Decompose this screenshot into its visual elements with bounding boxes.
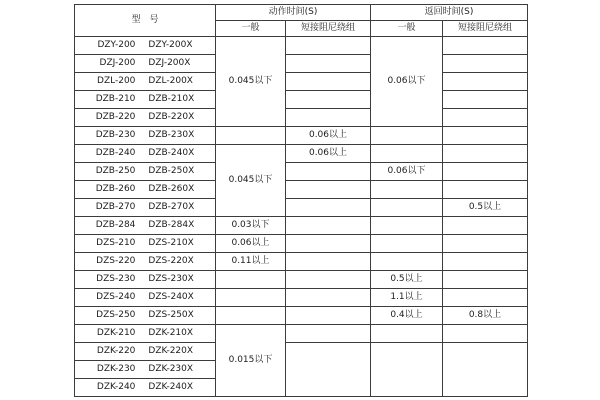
return-damping-cell	[443, 235, 528, 253]
table-row	[75, 217, 528, 235]
model-label: DZS-210	[96, 237, 136, 248]
model-label: DZL-200	[97, 75, 136, 86]
table-row	[75, 235, 528, 253]
model-label: DZS-240X	[148, 291, 194, 302]
model-label: DZB-240X	[148, 147, 195, 158]
action-general-cell	[216, 127, 286, 145]
return-general-cell	[371, 181, 443, 199]
model-cell	[75, 343, 216, 361]
model-cell	[75, 289, 216, 307]
action-general-cell: 0.11以上	[216, 253, 286, 271]
action-damping-cell	[286, 91, 371, 109]
model-label: DZJ-200X	[148, 57, 191, 68]
model-label: DZB-284	[95, 219, 136, 230]
model-label: DZB-250X	[148, 165, 195, 176]
action-damping-cell	[286, 325, 371, 343]
model-label: DZB-270	[95, 201, 136, 212]
model-label: DZK-210X	[148, 327, 194, 338]
header-action-time: 动作时间(S)	[216, 5, 371, 21]
model-cell	[75, 253, 216, 271]
model-label: DZY-200	[97, 39, 136, 50]
model-label: DZS-230	[96, 273, 136, 284]
return-damping-cell: 0.8以上	[443, 307, 528, 325]
model-label: DZK-240	[96, 381, 136, 392]
action-general-cell	[216, 307, 286, 325]
model-label: DZK-230X	[148, 363, 194, 374]
model-label: DZB-284X	[148, 219, 195, 230]
action-damping-cell: 0.06以上	[286, 145, 371, 163]
model-label: DZB-260X	[148, 183, 195, 194]
action-damping-cell	[286, 199, 371, 217]
model-label: DZK-220	[96, 345, 136, 356]
action-general-cell: 0.045以下	[216, 145, 286, 217]
return-general-cell	[371, 325, 443, 343]
model-label: DZB-240	[95, 147, 136, 158]
model-cell	[75, 217, 216, 235]
action-general-cell: 0.015以下	[216, 325, 286, 397]
table-row	[75, 145, 528, 163]
action-damping-cell	[286, 55, 371, 73]
model-label: DZY-200X	[148, 39, 193, 50]
action-damping-cell	[286, 271, 371, 289]
return-general-cell	[371, 145, 443, 163]
action-general-cell	[216, 271, 286, 289]
model-label: DZB-230	[95, 129, 136, 140]
table-row	[75, 253, 528, 271]
return-damping-cell: 0.5以上	[443, 199, 528, 217]
header-return-general: 一般	[371, 21, 443, 37]
return-general-cell: 0.06以下	[371, 37, 443, 127]
table-row	[75, 163, 528, 181]
model-label: DZS-220	[96, 255, 136, 266]
model-label: DZB-210	[95, 93, 136, 104]
return-damping-cell	[443, 217, 528, 235]
model-label: DZS-240	[96, 291, 136, 302]
action-damping-cell: 0.06以上	[286, 127, 371, 145]
action-damping-cell	[286, 37, 371, 55]
model-label: DZK-230	[96, 363, 136, 374]
action-damping-cell	[286, 343, 371, 397]
return-general-cell	[371, 199, 443, 217]
action-damping-cell	[286, 217, 371, 235]
table-row	[75, 307, 528, 325]
model-label: DZL-200X	[148, 75, 193, 86]
return-general-cell: 0.4以上	[371, 307, 443, 325]
table-row	[75, 73, 528, 91]
action-general-cell: 0.06以上	[216, 235, 286, 253]
action-damping-cell	[286, 73, 371, 91]
action-damping-cell	[286, 163, 371, 181]
return-damping-cell	[443, 181, 528, 199]
action-general-cell: 0.03以下	[216, 217, 286, 235]
header-row-1	[75, 5, 528, 21]
model-label: DZS-230X	[148, 273, 194, 284]
action-general-cell: 0.045以下	[216, 37, 286, 127]
action-general-cell	[216, 289, 286, 307]
table-row	[75, 199, 528, 217]
model-label: DZK-240X	[148, 381, 194, 392]
table-row	[75, 55, 528, 73]
model-label: DZB-270X	[148, 201, 195, 212]
model-label: DZK-220X	[148, 345, 194, 356]
return-damping-cell	[443, 289, 528, 307]
model-cell	[75, 235, 216, 253]
model-label: DZS-220X	[148, 255, 194, 266]
table-header	[75, 5, 528, 37]
table-row	[75, 271, 528, 289]
return-general-cell: 0.5以上	[371, 271, 443, 289]
return-general-cell	[371, 235, 443, 253]
return-damping-cell	[443, 127, 528, 145]
action-damping-cell	[286, 253, 371, 271]
model-label: DZB-230X	[148, 129, 195, 140]
return-damping-cell	[443, 55, 528, 73]
return-damping-cell	[443, 343, 528, 397]
model-cell	[75, 307, 216, 325]
return-general-cell	[371, 127, 443, 145]
model-cell	[75, 325, 216, 343]
action-damping-cell	[286, 181, 371, 199]
model-cell	[75, 73, 216, 91]
table-row	[75, 109, 528, 127]
return-general-cell	[371, 253, 443, 271]
return-damping-cell	[443, 163, 528, 181]
return-damping-cell	[443, 109, 528, 127]
table-row	[75, 127, 528, 145]
model-cell	[75, 163, 216, 181]
model-cell	[75, 145, 216, 163]
return-damping-cell	[443, 145, 528, 163]
return-general-cell	[371, 343, 443, 397]
model-cell	[75, 91, 216, 109]
model-label: DZB-220	[95, 111, 136, 122]
table-row	[75, 181, 528, 199]
return-general-cell	[371, 217, 443, 235]
model-cell	[75, 37, 216, 55]
model-cell	[75, 199, 216, 217]
model-label: DZS-250	[96, 309, 136, 320]
model-label: DZB-260	[95, 183, 136, 194]
model-cell	[75, 271, 216, 289]
header-return-damping: 短接阻尼绕组	[443, 21, 528, 37]
header-action-general: 一般	[216, 21, 286, 37]
return-damping-cell	[443, 325, 528, 343]
model-label: DZS-210X	[148, 237, 194, 248]
table-row	[75, 91, 528, 109]
action-damping-cell	[286, 307, 371, 325]
action-damping-cell	[286, 109, 371, 127]
model-label: DZK-210	[96, 327, 136, 338]
return-damping-cell	[443, 37, 528, 55]
table-row	[75, 343, 528, 361]
model-label: DZS-250X	[148, 309, 194, 320]
header-model: 型 号	[75, 5, 216, 37]
return-damping-cell	[443, 271, 528, 289]
return-damping-cell	[443, 91, 528, 109]
model-cell	[75, 361, 216, 379]
return-general-cell: 1.1以上	[371, 289, 443, 307]
model-label: DZB-220X	[148, 111, 195, 122]
model-cell	[75, 109, 216, 127]
model-label: DZB-250	[95, 165, 136, 176]
return-general-cell: 0.06以下	[371, 163, 443, 181]
header-action-damping: 短接阻尼绕组	[286, 21, 371, 37]
model-label: DZB-210X	[148, 93, 195, 104]
table-row	[75, 289, 528, 307]
action-damping-cell	[286, 235, 371, 253]
table-row	[75, 325, 528, 343]
model-cell	[75, 181, 216, 199]
action-damping-cell	[286, 289, 371, 307]
model-cell	[75, 55, 216, 73]
header-return-time: 返回时间(S)	[371, 5, 528, 21]
table-row	[75, 37, 528, 55]
return-damping-cell	[443, 73, 528, 91]
relay-timing-spec-table	[74, 4, 528, 397]
model-cell	[75, 127, 216, 145]
return-damping-cell	[443, 253, 528, 271]
model-label: DZJ-200	[99, 57, 136, 68]
spec-table-body	[75, 37, 528, 397]
model-cell	[75, 379, 216, 397]
